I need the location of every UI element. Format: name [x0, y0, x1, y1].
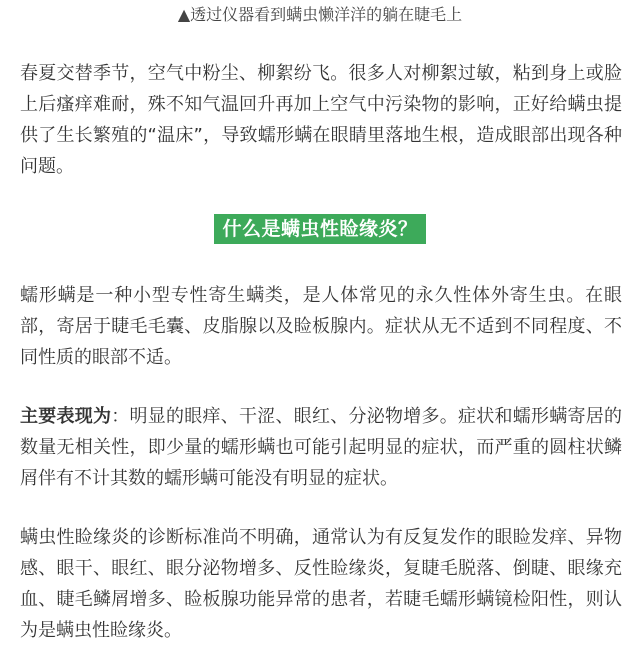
- diagnosis-paragraph: 螨虫性睑缘炎的诊断标准尚不明确，通常认为有反复发作的眼睑发痒、异物感、眼干、眼红、眼分泌物增多、反性睑缘炎，复睫毛脱落、倒睫、眼缘充血、睫毛鳞屑增多、睑板腺功能异常的患者，若睫毛蠕形螨镜检阳性，则认为是螨虫性睑缘炎。: [20, 527, 622, 641]
- symptoms-label: 主要表现为: [20, 406, 112, 427]
- section-heading-container: [0, 214, 640, 244]
- image-caption: ▲透过仪器看到螨虫懒洋洋的躺在睫毛上: [177, 5, 463, 24]
- intro-paragraph: 春夏交替季节，空气中粉尘、柳絮纷飞。很多人对柳絮过敏，粘到身上或脸上后瘙痒难耐，殊不知气温回升再加上空气中污染物的影响，正好给螨虫提供了生长繁殖的“温床”，导致蠕形螨在眼睛里落地生根，造成眼部出现各种问题。: [20, 63, 622, 177]
- section-heading: 什么是螨虫性睑缘炎？: [214, 214, 425, 244]
- symptoms-paragraph: [20, 401, 622, 494]
- definition-paragraph: 蠕形螨是一种小型专性寄生螨类，是人体常见的永久性体外寄生虫。在眼部，寄居于睫毛毛囊、皮脂腺以及睑板腺内。症状从无不适到不同程度、不同性质的眼部不适。: [20, 285, 622, 368]
- symptoms-text: ：明显的眼痒、干涩、眼红、分泌物增多。症状和蠕形螨寄居的数量无相关性，即少量的蠕形螨也可能引起明显的症状，而严重的圆柱状鳞屑伴有不计其数的蠕形螨可能没有明显的症状。: [20, 406, 622, 489]
